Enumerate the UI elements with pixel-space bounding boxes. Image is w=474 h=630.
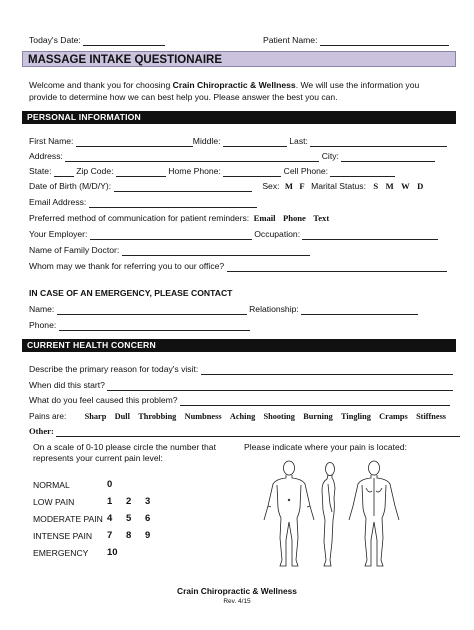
when-field[interactable] (107, 381, 453, 391)
reason-label: Describe the primary reason for today's visit: (29, 364, 199, 374)
scale-line-2: represents your current pain level: (33, 453, 163, 463)
scale-label: LOW PAIN (33, 496, 75, 507)
zip-label: Zip Code: (76, 166, 114, 176)
reason-row (29, 364, 453, 375)
address-row (29, 151, 435, 162)
pain-scale-row (33, 544, 164, 561)
family-doctor-row (29, 245, 310, 256)
scale-number[interactable] (126, 476, 145, 493)
marital-option-s[interactable]: S (373, 181, 379, 191)
scale-number[interactable] (145, 476, 164, 493)
city-label: City: (321, 151, 339, 161)
first-name-label: First Name: (29, 136, 74, 146)
occupation-label: Occupation: (254, 229, 301, 239)
contact-row (29, 166, 395, 177)
pain-option-cramps[interactable]: Cramps (379, 412, 408, 421)
scale-number[interactable]: 9 (145, 530, 151, 541)
city-field[interactable] (341, 152, 435, 162)
email-field[interactable] (89, 198, 257, 208)
scale-instructions (33, 442, 216, 464)
patient-name-label: Patient Name: (263, 35, 318, 45)
scale-number[interactable]: 8 (126, 530, 132, 541)
first-name-field[interactable] (76, 137, 193, 147)
middle-field[interactable] (223, 137, 287, 147)
personal-info-heading: PERSONAL INFORMATION (22, 111, 456, 124)
todays-date-field[interactable] (83, 36, 165, 46)
pain-option-tingling[interactable]: Tingling (341, 412, 371, 421)
cause-label: What do you feel caused this problem? (29, 395, 178, 405)
scale-number[interactable]: 2 (126, 496, 132, 507)
intro-business: Crain Chiropractic & Wellness (172, 80, 296, 90)
emergency-name-label: Name: (29, 304, 55, 314)
referral-label: Whom may we thank for referring you to our office? (29, 261, 225, 271)
body-side-figure[interactable] (322, 463, 335, 567)
pains-label: Pains are: (29, 411, 67, 421)
pain-scale-table (33, 476, 164, 561)
other-field[interactable] (56, 427, 460, 437)
pain-option-dull[interactable]: Dull (114, 412, 130, 421)
emergency-name-field[interactable] (57, 305, 247, 315)
scale-number[interactable]: 3 (145, 496, 151, 507)
name-row (29, 136, 447, 147)
cause-field[interactable] (180, 396, 450, 406)
relationship-field[interactable] (301, 305, 418, 315)
pref-comm-row (29, 213, 329, 224)
pain-scale-row (33, 527, 164, 544)
marital-option-d[interactable]: D (417, 181, 424, 191)
scale-number[interactable]: 1 (107, 496, 113, 507)
last-field[interactable] (310, 137, 447, 147)
scale-number[interactable]: 10 (107, 547, 118, 558)
scale-number[interactable] (126, 544, 145, 561)
scale-number[interactable] (145, 544, 164, 561)
when-label: When did this start? (29, 380, 105, 390)
comm-option-email[interactable]: Email (253, 213, 276, 223)
pain-option-stiffness[interactable]: Stiffness (416, 412, 447, 421)
last-label: Last: (289, 136, 308, 146)
zip-field[interactable] (116, 167, 166, 177)
reason-field[interactable] (201, 365, 453, 375)
pain-option-numbness[interactable]: Numbness (184, 412, 222, 421)
pain-scale-row (33, 493, 164, 510)
family-doctor-label: Name of Family Doctor: (29, 245, 120, 255)
intro-after: . We will use the information you (295, 80, 420, 90)
health-concern-heading: CURRENT HEALTH CONCERN (22, 339, 456, 352)
family-doctor-field[interactable] (122, 246, 310, 256)
sex-label: Sex: (262, 181, 280, 191)
pain-option-burning[interactable]: Burning (303, 412, 333, 421)
address-field[interactable] (65, 152, 319, 162)
emergency-heading: IN CASE OF AN EMERGENCY, PLEASE CONTACT (29, 288, 233, 298)
referral-field[interactable] (227, 262, 447, 272)
emergency-phone-row (29, 320, 250, 331)
todays-date-row (29, 35, 165, 46)
email-label: Email Address: (29, 197, 87, 207)
pain-option-throbbing[interactable]: Throbbing (138, 412, 177, 421)
home-phone-label: Home Phone: (168, 166, 221, 176)
email-row (29, 197, 257, 208)
scale-number[interactable]: 6 (145, 513, 151, 524)
dob-label: Date of Birth (M/D/Y): (29, 181, 112, 191)
dob-row (29, 181, 423, 192)
patient-name-row (263, 35, 449, 46)
scale-label: NORMAL (33, 479, 70, 490)
scale-number[interactable]: 0 (107, 479, 113, 490)
pain-types-row (29, 411, 452, 422)
scale-label: MODERATE PAIN (33, 513, 103, 524)
scale-label: EMERGENCY (33, 547, 89, 558)
occupation-field[interactable] (302, 230, 438, 240)
state-field[interactable] (54, 167, 74, 177)
body-prompt: Please indicate where your pain is located: (244, 442, 407, 452)
scale-number[interactable]: 4 (107, 513, 113, 524)
body-back-figure[interactable] (349, 461, 399, 566)
employer-label: Your Employer: (29, 229, 88, 239)
footer-rev: Rev. 4/15 (223, 598, 251, 605)
pain-option-shooting[interactable]: Shooting (263, 412, 295, 421)
cell-phone-label: Cell Phone: (283, 166, 329, 176)
middle-label: Middle: (192, 136, 221, 146)
other-label: Other: (29, 426, 54, 436)
scale-number[interactable]: 5 (126, 513, 132, 524)
marital-option-m[interactable]: M (385, 181, 394, 191)
pain-scale-row (33, 476, 164, 493)
pain-option-aching[interactable]: Aching (229, 412, 256, 421)
address-label: Address: (29, 151, 63, 161)
dob-field[interactable] (114, 182, 252, 192)
body-front-figure[interactable] (264, 461, 314, 566)
relationship-label: Relationship: (249, 304, 299, 314)
emergency-phone-label: Phone: (29, 320, 57, 330)
scale-number[interactable]: 7 (107, 530, 113, 541)
body-diagram[interactable] (258, 458, 418, 572)
scale-label: INTENSE PAIN (33, 530, 93, 541)
page-title: MASSAGE INTAKE QUESTIONAIRE (22, 51, 456, 67)
cause-row (29, 395, 450, 406)
comm-option-phone[interactable]: Phone (282, 213, 306, 223)
employer-row (29, 229, 438, 240)
referral-row (29, 261, 447, 272)
sex-option-f[interactable]: F (299, 181, 305, 191)
other-row (29, 426, 460, 437)
when-row (29, 380, 453, 391)
pain-option-sharp[interactable]: Sharp (84, 412, 107, 421)
marital-option-w[interactable]: W (401, 181, 410, 191)
intro-text (29, 79, 459, 103)
scale-line-1: On a scale of 0-10 please circle the number that (33, 442, 216, 452)
emergency-name-row (29, 304, 418, 315)
state-label: State: (29, 166, 52, 176)
todays-date-label: Today's Date: (29, 35, 81, 45)
sex-option-m[interactable]: M (284, 181, 294, 191)
pain-scale-row (33, 510, 164, 527)
employer-field[interactable] (90, 230, 252, 240)
emergency-phone-field[interactable] (59, 321, 250, 331)
cell-phone-field[interactable] (330, 167, 395, 177)
patient-name-field[interactable] (320, 36, 449, 46)
marital-label: Marital Status: (311, 181, 366, 191)
footer-business: Crain Chiropractic & Wellness (177, 586, 297, 596)
intro-before: Welcome and thank you for choosing (29, 80, 173, 90)
home-phone-field[interactable] (223, 167, 281, 177)
pref-comm-label: Preferred method of communication for patient reminders: (29, 213, 250, 223)
comm-option-text[interactable]: Text (313, 213, 330, 223)
intro-line2: provide to determine how we can best help you. Please answer the best you can. (29, 92, 338, 102)
